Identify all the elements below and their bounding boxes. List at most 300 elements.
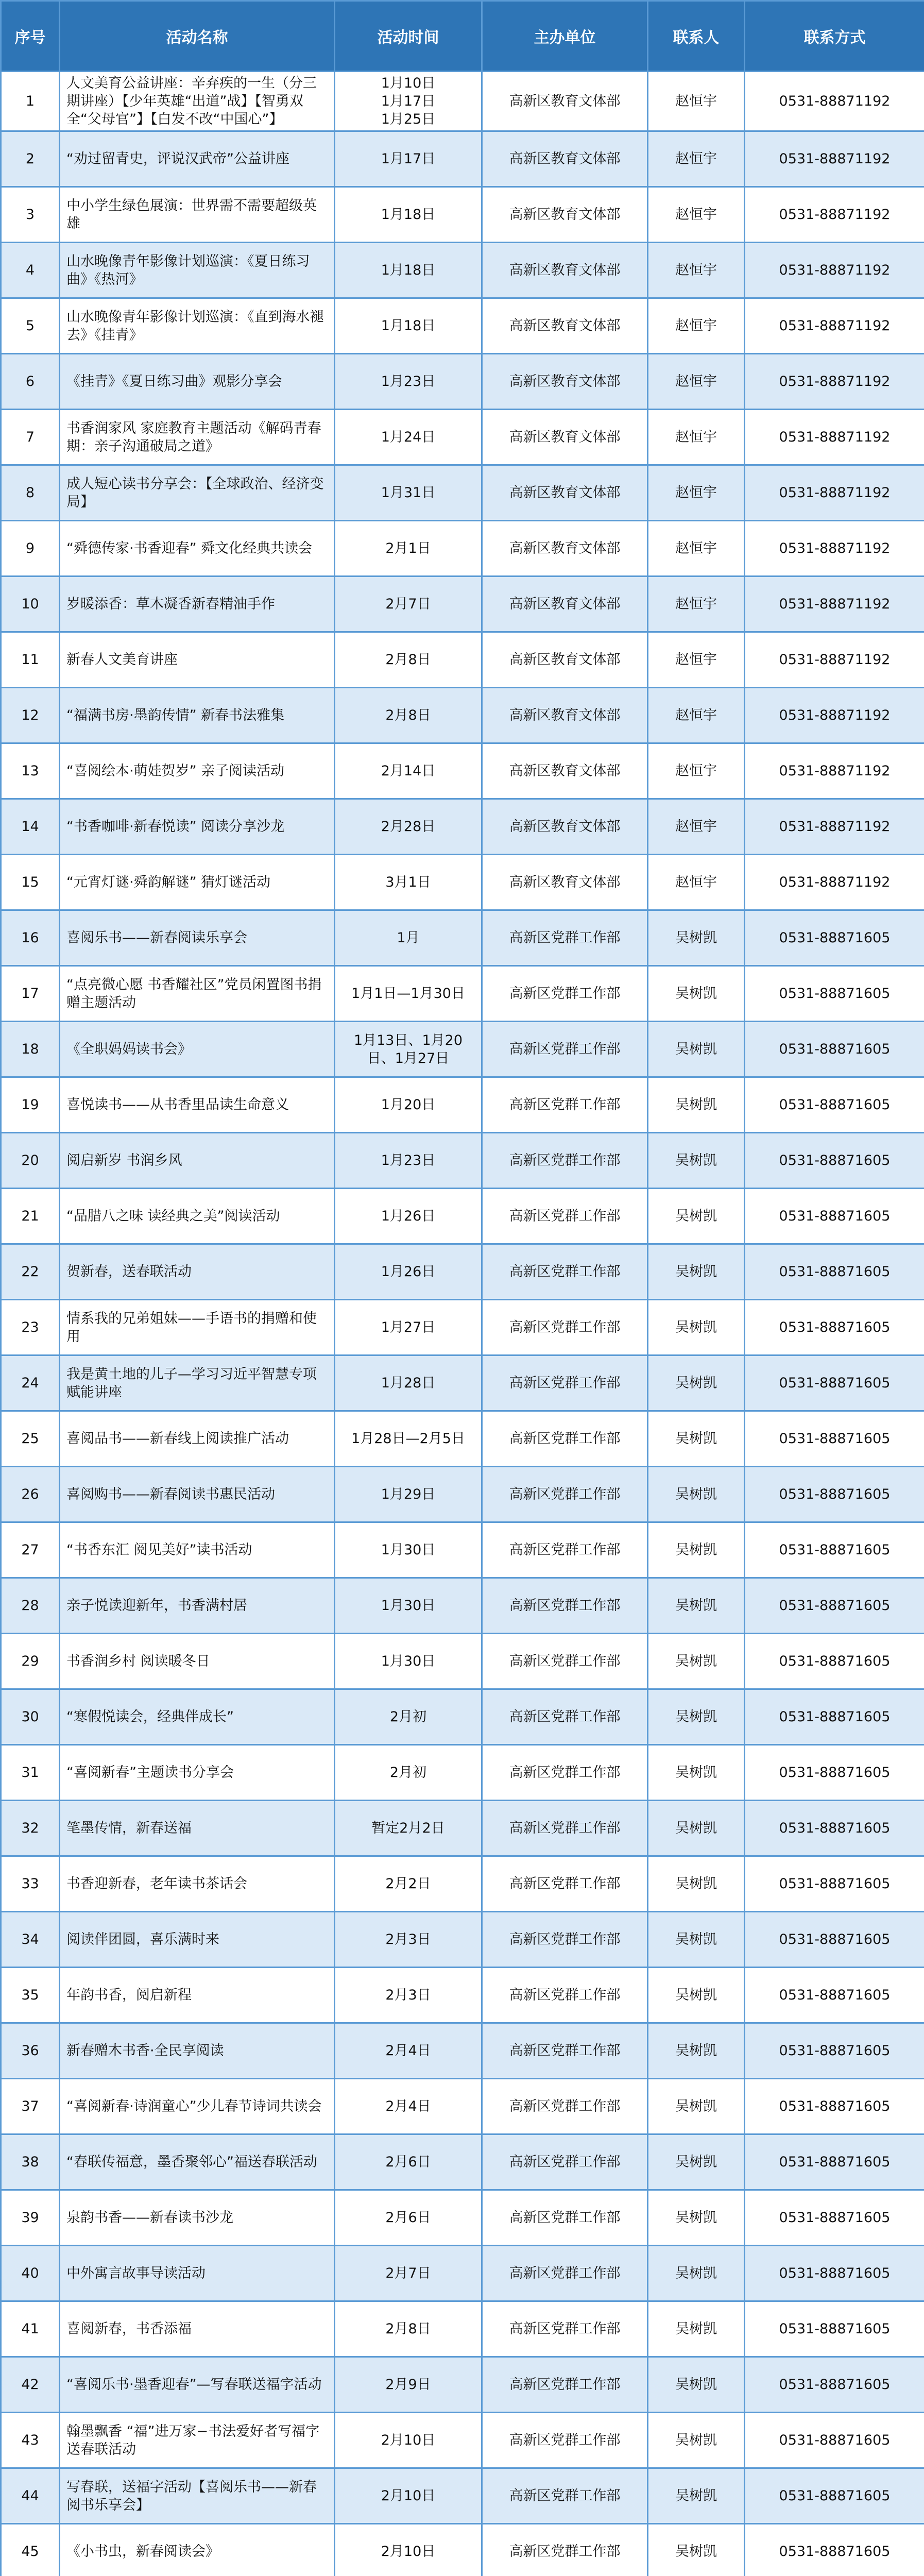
contact-person-cell: 吴树凯 [648, 1022, 745, 1077]
table-row [1, 1745, 924, 1801]
activity-name-cell: 书香润乡村 阅读暖冬日 [60, 1634, 335, 1689]
row-number-cell: 14 [1, 799, 60, 855]
activity-time-cell: 2月4日 [335, 2023, 482, 2079]
table-row [1, 1467, 924, 1522]
organizer-cell: 高新区教育文体部 [482, 743, 648, 799]
row-number-cell: 38 [1, 2134, 60, 2190]
organizer-cell: 高新区教育文体部 [482, 187, 648, 243]
activity-name-cell: “元宵灯谜·舜韵解谜” 猜灯谜活动 [60, 855, 335, 910]
table-row [1, 1689, 924, 1745]
row-number-cell: 40 [1, 2246, 60, 2301]
contact-person-cell: 吴树凯 [648, 2524, 745, 2576]
table-row [1, 72, 924, 131]
table-row [1, 855, 924, 910]
row-number-cell: 19 [1, 1077, 60, 1133]
activity-time-cell: 1月23日 [335, 354, 482, 410]
activity-name-cell: 年韵书香，阅启新程 [60, 1968, 335, 2023]
table-row [1, 2301, 924, 2357]
table-row [1, 2023, 924, 2079]
organizer-cell: 高新区党群工作部 [482, 2357, 648, 2413]
contact-phone-cell: 0531-88871605 [745, 2301, 924, 2357]
table-row [1, 1411, 924, 1467]
activity-name-cell: 喜阅乐书——新春阅读乐享会 [60, 910, 335, 966]
contact-phone-cell: 0531-88871192 [745, 72, 924, 131]
activity-time-cell: 1月30日 [335, 1634, 482, 1689]
row-number-cell: 21 [1, 1189, 60, 1244]
contact-phone-cell: 0531-88871605 [745, 1133, 924, 1189]
activity-name-cell: “书香东汇 阅见美好”读书活动 [60, 1522, 335, 1578]
activity-time-cell: 2月8日 [335, 2301, 482, 2357]
activity-name-cell: 喜阅品书——新春线上阅读推广活动 [60, 1411, 335, 1467]
activity-time-cell: 2月1日 [335, 521, 482, 577]
contact-phone-cell: 0531-88871192 [745, 131, 924, 187]
contact-person-cell: 赵恒宇 [648, 632, 745, 688]
organizer-cell: 高新区党群工作部 [482, 1968, 648, 2023]
organizer-cell: 高新区党群工作部 [482, 1133, 648, 1189]
organizer-cell: 高新区党群工作部 [482, 1300, 648, 1355]
activity-time-cell: 1月23日 [335, 1133, 482, 1189]
activity-name-cell: “舜德传家·书香迎春” 舜文化经典共读会 [60, 521, 335, 577]
contact-phone-cell: 0531-88871192 [745, 799, 924, 855]
activity-time-cell: 2月8日 [335, 688, 482, 743]
contact-person-cell: 赵恒宇 [648, 131, 745, 187]
contact-person-cell: 吴树凯 [648, 1133, 745, 1189]
organizer-cell: 高新区党群工作部 [482, 2023, 648, 2079]
header-contact: 联系人 [648, 1, 745, 72]
contact-person-cell: 吴树凯 [648, 1968, 745, 2023]
activity-name-cell: 喜悦读书——从书香里品读生命意义 [60, 1077, 335, 1133]
activity-time-cell: 2月10日 [335, 2524, 482, 2576]
organizer-cell: 高新区教育文体部 [482, 521, 648, 577]
organizer-cell: 高新区党群工作部 [482, 1355, 648, 1411]
row-number-cell: 20 [1, 1133, 60, 1189]
activity-time-cell: 1月28日—2月5日 [335, 1411, 482, 1467]
table-row [1, 1189, 924, 1244]
header-activity-name: 活动名称 [60, 1, 335, 72]
organizer-cell: 高新区党群工作部 [482, 2524, 648, 2576]
activity-name-cell: 写春联，送福字活动【喜阅乐书——新春阅书乐享会】 [60, 2468, 335, 2524]
contact-phone-cell: 0531-88871605 [745, 2079, 924, 2134]
activity-name-cell: 新春赠木书香·全民享阅读 [60, 2023, 335, 2079]
contact-phone-cell: 0531-88871605 [745, 1856, 924, 1912]
activity-time-cell: 1月18日 [335, 187, 482, 243]
activity-time-cell: 2月4日 [335, 2079, 482, 2134]
activity-name-cell: “书香咖啡·新春悦读” 阅读分享沙龙 [60, 799, 335, 855]
contact-person-cell: 吴树凯 [648, 1244, 745, 1300]
organizer-cell: 高新区教育文体部 [482, 577, 648, 632]
row-number-cell: 30 [1, 1689, 60, 1745]
activity-name-cell: 《挂青》《夏日练习曲》观影分享会 [60, 354, 335, 410]
row-number-cell: 32 [1, 1801, 60, 1856]
header-row [1, 1, 924, 72]
activity-time-cell: 1月 [335, 910, 482, 966]
table-row [1, 577, 924, 632]
contact-phone-cell: 0531-88871192 [745, 743, 924, 799]
table-row [1, 688, 924, 743]
contact-person-cell: 吴树凯 [648, 1467, 745, 1522]
contact-person-cell: 赵恒宇 [648, 410, 745, 465]
organizer-cell: 高新区教育文体部 [482, 855, 648, 910]
organizer-cell: 高新区党群工作部 [482, 1522, 648, 1578]
organizer-cell: 高新区党群工作部 [482, 2079, 648, 2134]
row-number-cell: 10 [1, 577, 60, 632]
activity-name-cell: 喜阅购书——新春阅读书惠民活动 [60, 1467, 335, 1522]
contact-person-cell: 吴树凯 [648, 2190, 745, 2246]
organizer-cell: 高新区党群工作部 [482, 2468, 648, 2524]
organizer-cell: 高新区教育文体部 [482, 799, 648, 855]
organizer-cell: 高新区党群工作部 [482, 2301, 648, 2357]
contact-person-cell: 吴树凯 [648, 1578, 745, 1634]
activity-time-cell: 2月3日 [335, 1912, 482, 1968]
organizer-cell: 高新区教育文体部 [482, 688, 648, 743]
table-row [1, 521, 924, 577]
table-row [1, 2134, 924, 2190]
activity-time-cell: 2月初 [335, 1745, 482, 1801]
activity-name-cell: 山水晚像青年影像计划巡演：《直到海水褪去》《挂青》 [60, 298, 335, 354]
activity-name-cell: “喜阅乐书·墨香迎春”—写春联送福字活动 [60, 2357, 335, 2413]
row-number-cell: 18 [1, 1022, 60, 1077]
table-row [1, 743, 924, 799]
activity-time-cell: 2月7日 [335, 577, 482, 632]
activity-time-cell: 1月24日 [335, 410, 482, 465]
contact-phone-cell: 0531-88871192 [745, 298, 924, 354]
table-row [1, 910, 924, 966]
activity-time-cell: 1月20日 [335, 1077, 482, 1133]
organizer-cell: 高新区党群工作部 [482, 1634, 648, 1689]
activity-time-cell: 2月初 [335, 1689, 482, 1745]
row-number-cell: 31 [1, 1745, 60, 1801]
row-number-cell: 2 [1, 131, 60, 187]
organizer-cell: 高新区党群工作部 [482, 1022, 648, 1077]
contact-person-cell: 吴树凯 [648, 2468, 745, 2524]
activity-name-cell: “喜阅新春·诗润童心”少儿春节诗词共读会 [60, 2079, 335, 2134]
organizer-cell: 高新区党群工作部 [482, 2246, 648, 2301]
row-number-cell: 43 [1, 2413, 60, 2468]
contact-person-cell: 赵恒宇 [648, 521, 745, 577]
row-number-cell: 44 [1, 2468, 60, 2524]
activity-name-cell: 喜阅新春，书香添福 [60, 2301, 335, 2357]
table-row [1, 2468, 924, 2524]
contact-phone-cell: 0531-88871192 [745, 243, 924, 298]
organizer-cell: 高新区党群工作部 [482, 910, 648, 966]
activity-name-cell: “喜阅绘本·萌娃贺岁” 亲子阅读活动 [60, 743, 335, 799]
table-row [1, 1133, 924, 1189]
row-number-cell: 13 [1, 743, 60, 799]
table-row [1, 187, 924, 243]
contact-person-cell: 吴树凯 [648, 1801, 745, 1856]
organizer-cell: 高新区教育文体部 [482, 243, 648, 298]
contact-phone-cell: 0531-88871605 [745, 1022, 924, 1077]
contact-phone-cell: 0531-88871192 [745, 187, 924, 243]
table-row [1, 298, 924, 354]
activity-name-cell: 书香润家风 家庭教育主题活动《解码青春期：亲子沟通破局之道》 [60, 410, 335, 465]
activity-name-cell: 翰墨飘香 “福”进万家−书法爱好者写福字送春联活动 [60, 2413, 335, 2468]
activity-time-cell: 1月30日 [335, 1578, 482, 1634]
contact-phone-cell: 0531-88871605 [745, 2524, 924, 2576]
table-row [1, 1022, 924, 1077]
contact-person-cell: 吴树凯 [648, 2413, 745, 2468]
table-row [1, 1912, 924, 1968]
table-row [1, 465, 924, 521]
activity-time-cell: 2月14日 [335, 743, 482, 799]
contact-person-cell: 赵恒宇 [648, 799, 745, 855]
contact-phone-cell: 0531-88871605 [745, 2357, 924, 2413]
activity-name-cell: “劝过留青史，评说汉武帝”公益讲座 [60, 131, 335, 187]
activity-name-cell: 情系我的兄弟姐妹——手语书的捐赠和使用 [60, 1300, 335, 1355]
activity-name-cell: “品腊八之味 读经典之美”阅读活动 [60, 1189, 335, 1244]
row-number-cell: 16 [1, 910, 60, 966]
table-row [1, 1968, 924, 2023]
contact-person-cell: 赵恒宇 [648, 298, 745, 354]
contact-person-cell: 吴树凯 [648, 1856, 745, 1912]
organizer-cell: 高新区党群工作部 [482, 1689, 648, 1745]
activity-name-cell: “喜阅新春”主题读书分享会 [60, 1745, 335, 1801]
table-body [1, 72, 924, 2576]
table-row [1, 354, 924, 410]
activity-name-cell: 成人短心读书分享会：【全球政治、经济变局】 [60, 465, 335, 521]
activity-time-cell: 1月17日 [335, 131, 482, 187]
activity-name-cell: 亲子悦读迎新年，书香满村居 [60, 1578, 335, 1634]
contact-person-cell: 吴树凯 [648, 2246, 745, 2301]
contact-phone-cell: 0531-88871605 [745, 1522, 924, 1578]
contact-person-cell: 吴树凯 [648, 2023, 745, 2079]
row-number-cell: 29 [1, 1634, 60, 1689]
organizer-cell: 高新区党群工作部 [482, 1801, 648, 1856]
row-number-cell: 15 [1, 855, 60, 910]
contact-person-cell: 吴树凯 [648, 1634, 745, 1689]
organizer-cell: 高新区党群工作部 [482, 2190, 648, 2246]
activity-time-cell: 2月9日 [335, 2357, 482, 2413]
activity-time-cell: 2月6日 [335, 2190, 482, 2246]
organizer-cell: 高新区党群工作部 [482, 2413, 648, 2468]
row-number-cell: 4 [1, 243, 60, 298]
row-number-cell: 6 [1, 354, 60, 410]
contact-person-cell: 吴树凯 [648, 2357, 745, 2413]
activity-name-cell: 新春人文美育讲座 [60, 632, 335, 688]
contact-phone-cell: 0531-88871605 [745, 966, 924, 1022]
row-number-cell: 11 [1, 632, 60, 688]
table-row [1, 2413, 924, 2468]
contact-person-cell: 赵恒宇 [648, 72, 745, 131]
contact-phone-cell: 0531-88871605 [745, 1745, 924, 1801]
row-number-cell: 33 [1, 1856, 60, 1912]
row-number-cell: 35 [1, 1968, 60, 2023]
row-number-cell: 36 [1, 2023, 60, 2079]
table-row [1, 1077, 924, 1133]
organizer-cell: 高新区党群工作部 [482, 1189, 648, 1244]
table-row [1, 1244, 924, 1300]
activity-name-cell: 岁暖添香：草木凝香新春精油手作 [60, 577, 335, 632]
table-row [1, 799, 924, 855]
row-number-cell: 5 [1, 298, 60, 354]
contact-phone-cell: 0531-88871605 [745, 1189, 924, 1244]
activity-name-cell: “寒假悦读会，经典伴成长” [60, 1689, 335, 1745]
activity-name-cell: 笔墨传情，新春送福 [60, 1801, 335, 1856]
contact-person-cell: 赵恒宇 [648, 243, 745, 298]
contact-person-cell: 赵恒宇 [648, 187, 745, 243]
activity-time-cell: 1月31日 [335, 465, 482, 521]
activity-name-cell: 贺新春，送春联活动 [60, 1244, 335, 1300]
activity-name-cell: 人文美育公益讲座：辛弃疾的一生（分三期讲座）【少年英雄“出道”战】【智勇双全“父母官”】【白发不改“中国心”】 [60, 72, 335, 131]
row-number-cell: 45 [1, 2524, 60, 2576]
contact-person-cell: 吴树凯 [648, 1189, 745, 1244]
contact-person-cell: 吴树凯 [648, 1522, 745, 1578]
table-row [1, 243, 924, 298]
contact-person-cell: 吴树凯 [648, 1355, 745, 1411]
row-number-cell: 37 [1, 2079, 60, 2134]
contact-phone-cell: 0531-88871192 [745, 855, 924, 910]
row-number-cell: 34 [1, 1912, 60, 1968]
organizer-cell: 高新区党群工作部 [482, 1467, 648, 1522]
row-number-cell: 24 [1, 1355, 60, 1411]
contact-phone-cell: 0531-88871605 [745, 1801, 924, 1856]
contact-phone-cell: 0531-88871605 [745, 1244, 924, 1300]
activity-time-cell: 1月18日 [335, 243, 482, 298]
activity-time-cell: 1月29日 [335, 1467, 482, 1522]
contact-phone-cell: 0531-88871192 [745, 632, 924, 688]
row-number-cell: 9 [1, 521, 60, 577]
activity-time-cell: 1月13日、1月20日、1月27日 [335, 1022, 482, 1077]
organizer-cell: 高新区教育文体部 [482, 298, 648, 354]
contact-phone-cell: 0531-88871605 [745, 1689, 924, 1745]
contact-person-cell: 吴树凯 [648, 1745, 745, 1801]
table-row [1, 2246, 924, 2301]
header-organizer: 主办单位 [482, 1, 648, 72]
organizer-cell: 高新区党群工作部 [482, 1244, 648, 1300]
activity-time-cell: 2月10日 [335, 2413, 482, 2468]
contact-phone-cell: 0531-88871605 [745, 1578, 924, 1634]
activity-name-cell: 阅启新岁 书润乡风 [60, 1133, 335, 1189]
organizer-cell: 高新区教育文体部 [482, 465, 648, 521]
row-number-cell: 39 [1, 2190, 60, 2246]
table-row [1, 632, 924, 688]
activity-name-cell: 《小书虫，新春阅读会》 [60, 2524, 335, 2576]
activity-time-cell: 2月3日 [335, 1968, 482, 2023]
activity-name-cell: “点亮微心愿 书香耀社区”党员闲置图书捐赠主题活动 [60, 966, 335, 1022]
organizer-cell: 高新区党群工作部 [482, 1077, 648, 1133]
activity-name-cell: 我是黄土地的儿子—学习习近平智慧专项赋能讲座 [60, 1355, 335, 1411]
contact-phone-cell: 0531-88871605 [745, 2023, 924, 2079]
organizer-cell: 高新区党群工作部 [482, 1411, 648, 1467]
activity-name-cell: 阅读伴团圆，喜乐满时来 [60, 1912, 335, 1968]
table-row [1, 1300, 924, 1355]
contact-phone-cell: 0531-88871605 [745, 1355, 924, 1411]
table-row [1, 2524, 924, 2576]
activity-time-cell: 暂定2月2日 [335, 1801, 482, 1856]
row-number-cell: 23 [1, 1300, 60, 1355]
row-number-cell: 27 [1, 1522, 60, 1578]
activity-name-cell: “春联传福意，墨香聚邻心”福送春联活动 [60, 2134, 335, 2190]
table-row [1, 410, 924, 465]
contact-phone-cell: 0531-88871605 [745, 1077, 924, 1133]
activity-time-cell: 1月27日 [335, 1300, 482, 1355]
header-no: 序号 [1, 1, 60, 72]
activity-time-cell: 2月28日 [335, 799, 482, 855]
contact-phone-cell: 0531-88871605 [745, 2190, 924, 2246]
activity-time-cell: 2月2日 [335, 1856, 482, 1912]
contact-person-cell: 赵恒宇 [648, 465, 745, 521]
contact-phone-cell: 0531-88871605 [745, 1968, 924, 2023]
table-row [1, 1355, 924, 1411]
organizer-cell: 高新区党群工作部 [482, 1578, 648, 1634]
table-row [1, 1801, 924, 1856]
contact-person-cell: 赵恒宇 [648, 354, 745, 410]
contact-person-cell: 吴树凯 [648, 966, 745, 1022]
row-number-cell: 7 [1, 410, 60, 465]
organizer-cell: 高新区教育文体部 [482, 410, 648, 465]
table-row [1, 1522, 924, 1578]
activity-time-cell: 1月30日 [335, 1522, 482, 1578]
contact-phone-cell: 0531-88871605 [745, 1634, 924, 1689]
contact-phone-cell: 0531-88871605 [745, 2134, 924, 2190]
activity-time-cell: 1月26日 [335, 1244, 482, 1300]
organizer-cell: 高新区党群工作部 [482, 1856, 648, 1912]
contact-person-cell: 吴树凯 [648, 1912, 745, 1968]
organizer-cell: 高新区教育文体部 [482, 72, 648, 131]
row-number-cell: 28 [1, 1578, 60, 1634]
header-phone: 联系方式 [745, 1, 924, 72]
activity-name-cell: “福满书房·墨韵传情” 新春书法雅集 [60, 688, 335, 743]
contact-phone-cell: 0531-88871192 [745, 354, 924, 410]
contact-phone-cell: 0531-88871192 [745, 521, 924, 577]
contact-person-cell: 吴树凯 [648, 2301, 745, 2357]
row-number-cell: 26 [1, 1467, 60, 1522]
table-row [1, 2190, 924, 2246]
contact-phone-cell: 0531-88871192 [745, 465, 924, 521]
contact-person-cell: 吴树凯 [648, 1411, 745, 1467]
activity-time-cell: 2月7日 [335, 2246, 482, 2301]
activity-name-cell: 中小学生绿色展演：世界需不需要超级英雄 [60, 187, 335, 243]
contact-phone-cell: 0531-88871192 [745, 577, 924, 632]
contact-phone-cell: 0531-88871605 [745, 1467, 924, 1522]
activity-time-cell: 1月1日—1月30日 [335, 966, 482, 1022]
contact-person-cell: 吴树凯 [648, 2079, 745, 2134]
activity-name-cell: 中外寓言故事导读活动 [60, 2246, 335, 2301]
activity-time-cell: 2月8日 [335, 632, 482, 688]
table-row [1, 2079, 924, 2134]
contact-person-cell: 赵恒宇 [648, 688, 745, 743]
contact-person-cell: 赵恒宇 [648, 743, 745, 799]
contact-person-cell: 吴树凯 [648, 1077, 745, 1133]
contact-phone-cell: 0531-88871192 [745, 688, 924, 743]
table-row [1, 131, 924, 187]
table-row [1, 1634, 924, 1689]
activity-name-cell: 山水晚像青年影像计划巡演：《夏日练习曲》《热河》 [60, 243, 335, 298]
organizer-cell: 高新区党群工作部 [482, 966, 648, 1022]
table-row [1, 1578, 924, 1634]
contact-phone-cell: 0531-88871605 [745, 2468, 924, 2524]
activity-time-cell: 1月18日 [335, 298, 482, 354]
contact-person-cell: 赵恒宇 [648, 577, 745, 632]
activity-time-cell: 1月10日 1月17日 1月25日 [335, 72, 482, 131]
organizer-cell: 高新区教育文体部 [482, 632, 648, 688]
contact-phone-cell: 0531-88871605 [745, 910, 924, 966]
table-row [1, 1856, 924, 1912]
row-number-cell: 42 [1, 2357, 60, 2413]
contact-person-cell: 吴树凯 [648, 1300, 745, 1355]
contact-phone-cell: 0531-88871605 [745, 2413, 924, 2468]
row-number-cell: 12 [1, 688, 60, 743]
contact-phone-cell: 0531-88871605 [745, 1300, 924, 1355]
activity-time-cell: 3月1日 [335, 855, 482, 910]
contact-phone-cell: 0531-88871605 [745, 1912, 924, 1968]
row-number-cell: 3 [1, 187, 60, 243]
contact-phone-cell: 0531-88871605 [745, 1411, 924, 1467]
activity-time-cell: 1月28日 [335, 1355, 482, 1411]
contact-phone-cell: 0531-88871192 [745, 410, 924, 465]
organizer-cell: 高新区党群工作部 [482, 2134, 648, 2190]
row-number-cell: 1 [1, 72, 60, 131]
